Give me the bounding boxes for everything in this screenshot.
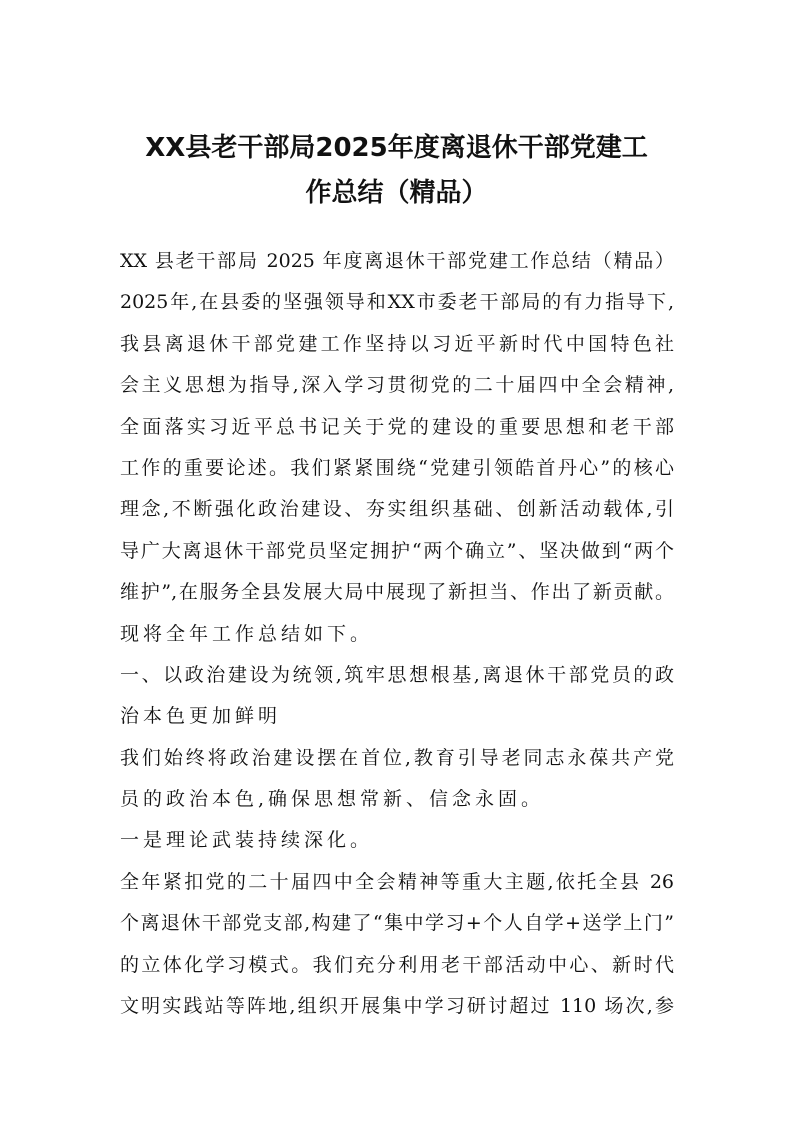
document-body	[120, 241, 674, 1027]
body-text-line: 一、以政治建设为统领,筑牢思想根基,离退休干部党员的政	[120, 663, 674, 686]
body-text-line: 个离退休干部党支部,构建了“集中学习+个人自学+送学上门”	[120, 912, 674, 935]
body-text-line: 维护”,在服务全县发展大局中展现了新担当、作出了新贡献。	[120, 581, 674, 604]
body-text-line: 文明实践站等阵地,组织开展集中学习研讨超过 110 场次,参	[120, 995, 674, 1018]
body-text-line: 工作的重要论述。我们紧紧围绕“党建引领皓首丹心”的核心	[120, 456, 674, 479]
document-title-line-1: XX县老干部局2025年度离退休干部党建工	[145, 133, 648, 163]
body-text-line: 我县离退休干部党建工作坚持以习近平新时代中国特色社	[120, 332, 674, 355]
body-text-line: 导广大离退休干部党员坚定拥护“两个确立”、坚决做到“两个	[120, 539, 674, 562]
body-text-line: XX 县老干部局 2025 年度离退休干部党建工作总结（精品）	[120, 250, 674, 272]
body-text-line: 现将全年工作总结如下。	[120, 622, 374, 645]
document-title-line-2: 作总结（精品）	[305, 178, 488, 208]
body-text-line: 我们始终将政治建设摆在首位,教育引导老同志永葆共产党	[120, 746, 674, 769]
body-text-line: 员的政治本色,确保思想常新、信念永固。	[120, 788, 545, 811]
body-text-line: 2025年,在县委的坚强领导和XX市委老干部局的有力指导下,	[120, 291, 674, 314]
body-text-line: 理念,不断强化政治建设、夯实组织基础、创新活动载体,引	[120, 498, 674, 521]
body-text-line: 的立体化学习模式。我们充分利用老干部活动中心、新时代	[120, 953, 674, 976]
body-text-line: 治本色更加鲜明	[120, 705, 282, 728]
body-text-line: 全面落实习近平总书记关于党的建设的重要思想和老干部	[120, 415, 674, 438]
body-text-line: 全年紧扣党的二十届四中全会精神等重大主题,依托全县 26	[120, 870, 674, 893]
body-text-line: 会主义思想为指导,深入学习贯彻党的二十届四中全会精神,	[120, 374, 674, 397]
body-text-line: 一是理论武装持续深化。	[120, 829, 374, 852]
